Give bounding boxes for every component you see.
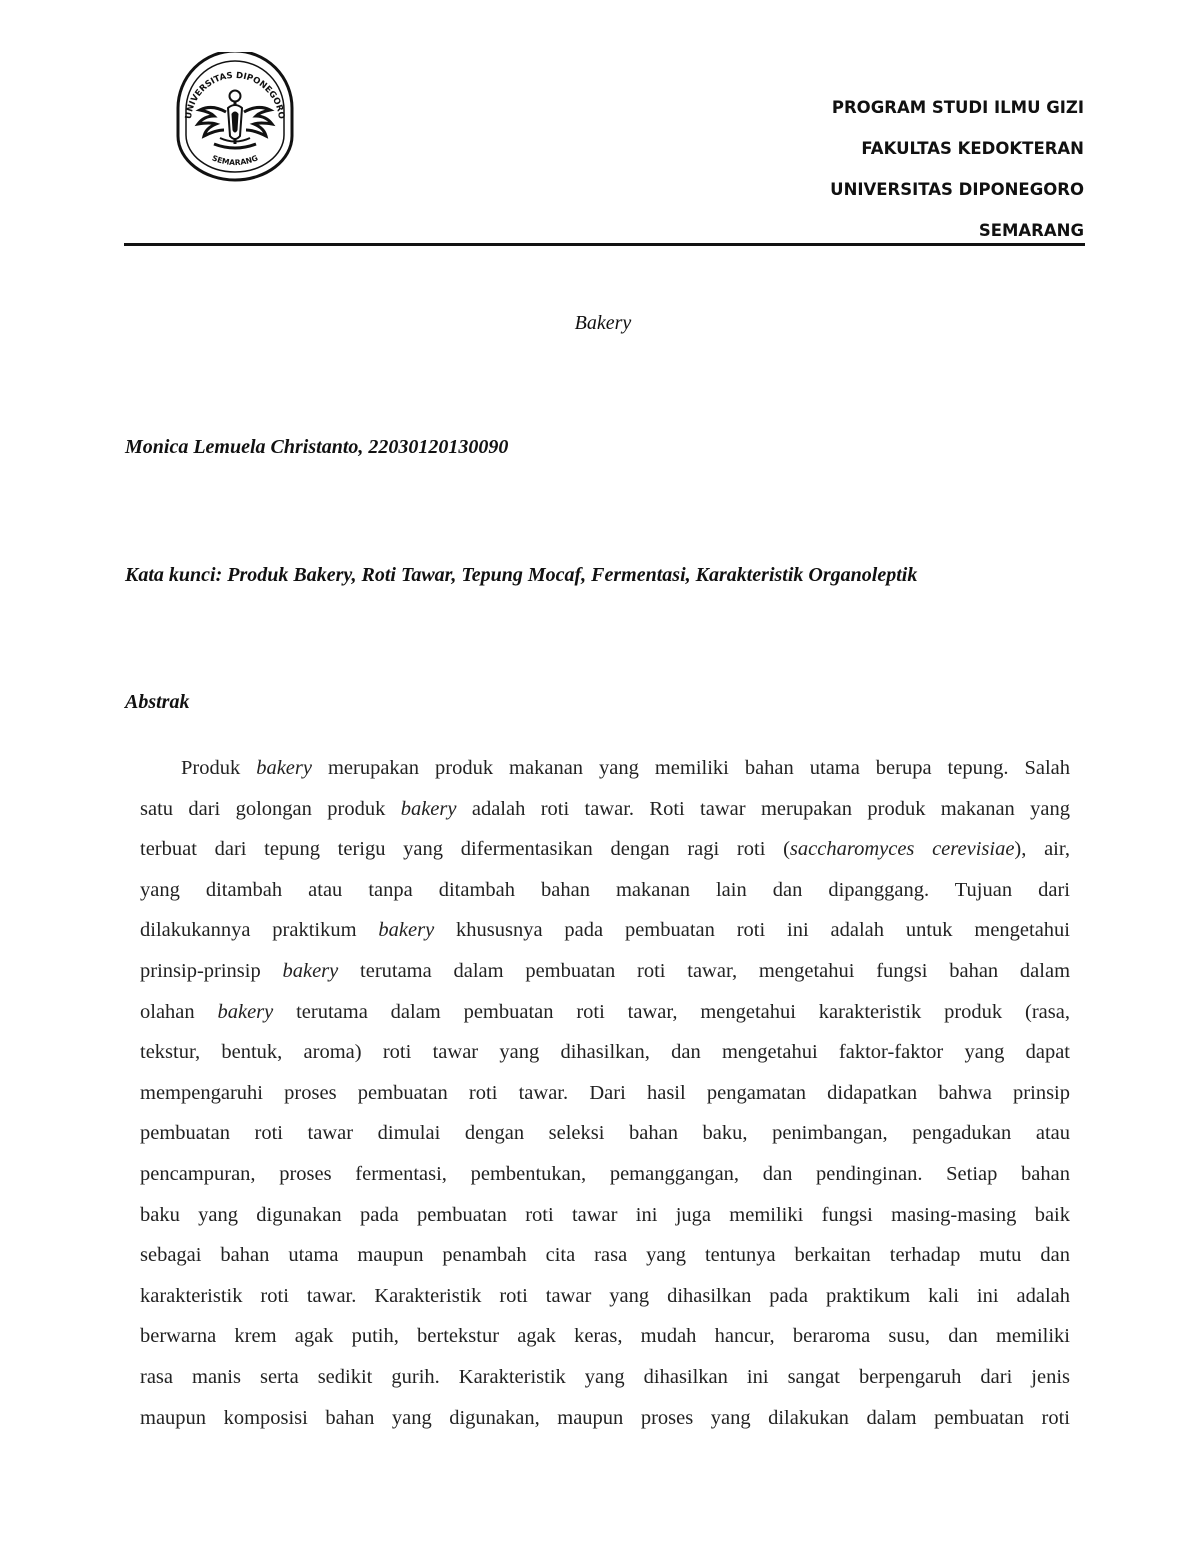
abstract-text: ), air,	[1014, 838, 1070, 861]
abstract-italic-term: bakery	[400, 797, 457, 820]
abstract-text: maupun komposisi bahan yang digunakan, maupun proses yang dilakukan dalam pembuatan roti	[140, 1406, 1070, 1429]
abstract-text: rasa manis serta sedikit gurih. Karakteristik yang dihasilkan ini sangat berpengaruh dari jenis	[140, 1365, 1070, 1388]
abstract-line	[140, 1201, 1070, 1242]
abstract-text: Produk	[181, 757, 257, 779]
abstract-text: pembuatan roti tawar dimulai dengan seleksi bahan baku, penimbangan, pengadukan atau	[140, 1122, 1070, 1145]
abstract-text: sebagai bahan utama maupun penambah cita rasa yang tentunya berkaitan terhadap mutu dan	[140, 1244, 1070, 1267]
document-title: Bakery	[574, 312, 632, 334]
abstract-text: satu dari golongan produk	[140, 797, 401, 820]
abstract-line	[140, 1119, 1070, 1160]
abstract-line	[140, 998, 1070, 1039]
abstract-line	[140, 1241, 1070, 1282]
header-divider	[124, 243, 1085, 246]
abstract-heading: Abstrak	[125, 691, 190, 713]
abstract-italic-term: bakery	[256, 757, 312, 779]
abstract-line	[140, 1038, 1070, 1079]
abstract-text: terutama dalam pembuatan roti tawar, mengetahui fungsi bahan dalam	[338, 959, 1071, 982]
abstract-text: khususnya pada pembuatan roti ini adalah untuk mengetahui	[434, 919, 1071, 942]
author-line: Monica Lemuela Christanto, 22030120130090	[125, 436, 509, 458]
abstract-text: mempengaruhi proses pembuatan roti tawar. Dari hasil pengamatan didapatkan bahwa prinsip	[140, 1081, 1070, 1104]
letterhead-city: SEMARANG	[978, 221, 1084, 240]
abstract-text: karakteristik roti tawar. Karakteristik roti tawar yang dihasilkan pada praktikum kali ini adalah	[140, 1284, 1070, 1307]
letterhead-faculty: FAKULTAS KEDOKTERAN	[861, 139, 1084, 158]
keywords-line: Kata kunci: Produk Bakery, Roti Tawar, Tepung Mocaf, Fermentasi, Karakteristik Organoleptik	[125, 564, 918, 586]
abstract-text: terutama dalam pembuatan roti tawar, mengetahui karakteristik produk (rasa,	[273, 1000, 1070, 1023]
abstract-text: dilakukannya praktikum	[140, 919, 379, 942]
abstract-line	[140, 754, 1070, 795]
abstract-line	[140, 1404, 1070, 1445]
abstract-italic-term: bakery	[378, 919, 435, 942]
universitas-diponegoro-seal-icon	[174, 52, 296, 184]
abstract-line	[140, 835, 1070, 876]
abstract-text: baku yang digunakan pada pembuatan roti tawar ini juga memiliki fungsi masing-masing baik	[140, 1203, 1070, 1226]
abstract-line	[140, 795, 1070, 836]
abstract-line	[140, 1079, 1070, 1120]
abstract-text: merupakan produk makanan yang memiliki bahan utama berupa tepung. Salah	[311, 757, 1070, 779]
abstract-italic-term: bakery	[282, 959, 339, 982]
abstract-text: adalah roti tawar. Roti tawar merupakan produk makanan yang	[456, 797, 1071, 820]
abstract-text: terbuat dari tepung terigu yang difermentasikan dengan ragi roti (	[140, 838, 790, 861]
abstract-italic-term: saccharomyces cerevisiae	[789, 838, 1015, 861]
abstract-text: berwarna krem agak putih, bertekstur agak keras, mudah hancur, beraroma susu, dan memiliki	[140, 1325, 1070, 1348]
logo-text-top: UNIVERSITAS DIPONEGORO	[184, 70, 286, 120]
abstract-italic-term: bakery	[217, 1000, 274, 1023]
abstract-text: tekstur, bentuk, aroma) roti tawar yang dihasilkan, dan mengetahui faktor-faktor yang dapat	[140, 1041, 1070, 1064]
abstract-line	[140, 1282, 1070, 1323]
abstract-line	[140, 1322, 1070, 1363]
abstract-text: prinsip-prinsip	[140, 959, 283, 982]
abstract-line	[140, 876, 1070, 917]
abstract-line	[140, 916, 1070, 957]
letterhead	[664, 96, 1084, 260]
abstract-text: olahan	[140, 1000, 218, 1023]
abstract-line	[140, 1160, 1070, 1201]
abstract-line	[140, 957, 1070, 998]
logo-text-bottom: SEMARANG	[210, 153, 260, 168]
abstract-line	[140, 1363, 1070, 1404]
letterhead-program: PROGRAM STUDI ILMU GIZI	[831, 98, 1084, 117]
abstract-body	[140, 754, 1070, 1444]
abstract-text: yang ditambah atau tanpa ditambah bahan makanan lain dan dipanggang. Tujuan dari	[140, 878, 1070, 901]
abstract-text: pencampuran, proses fermentasi, pembentukan, pemanggangan, dan pendinginan. Setiap bahan	[140, 1162, 1070, 1185]
letterhead-university: UNIVERSITAS DIPONEGORO	[830, 180, 1084, 199]
